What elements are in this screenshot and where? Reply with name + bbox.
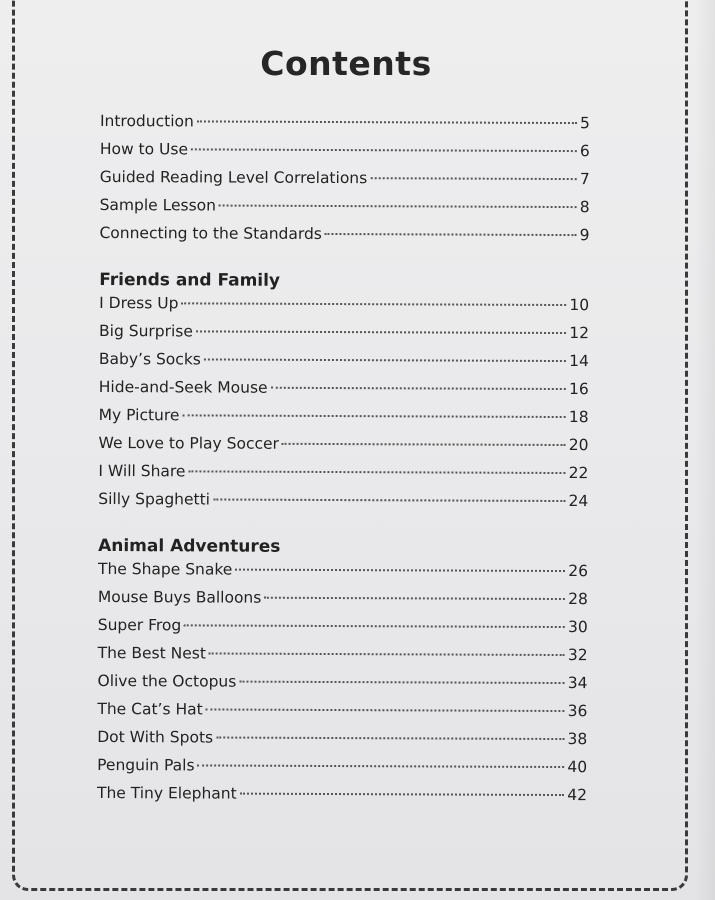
entry-label: Hide-and-Seek Mouse bbox=[98, 377, 268, 397]
entry-page: 14 bbox=[569, 352, 589, 371]
toc-entry[interactable] bbox=[98, 616, 588, 646]
entry-page: 22 bbox=[568, 464, 589, 483]
dot-leader bbox=[188, 469, 565, 474]
dot-leader bbox=[198, 763, 565, 768]
entry-page: 20 bbox=[568, 436, 589, 455]
entry-page: 12 bbox=[569, 324, 590, 343]
toc-entry[interactable] bbox=[100, 196, 590, 226]
toc-entry[interactable] bbox=[97, 756, 587, 786]
dot-leader bbox=[204, 357, 566, 362]
entry-page: 5 bbox=[580, 114, 590, 133]
page-edge-shadow bbox=[695, 0, 715, 900]
entry-page: 36 bbox=[567, 702, 588, 721]
entry-label: How to Use bbox=[99, 139, 189, 159]
toc-entry[interactable] bbox=[99, 378, 589, 408]
dot-leader bbox=[216, 736, 564, 741]
section-heading: Animal Adventures bbox=[98, 535, 281, 557]
dot-leader bbox=[219, 204, 577, 209]
dot-leader bbox=[191, 147, 577, 152]
dot-leader bbox=[370, 176, 577, 180]
toc-entry[interactable] bbox=[97, 728, 587, 758]
entry-label: Sample Lesson bbox=[99, 195, 217, 215]
entry-label: Silly Spaghetti bbox=[98, 489, 211, 509]
dot-leader bbox=[182, 413, 565, 418]
toc-entry[interactable] bbox=[99, 224, 589, 254]
entry-label: Connecting to the Standards bbox=[99, 223, 322, 243]
dot-leader bbox=[209, 651, 565, 656]
entry-page: 6 bbox=[579, 142, 590, 161]
entry-page: 18 bbox=[568, 408, 589, 427]
entry-label: I Dress Up bbox=[99, 293, 179, 313]
dot-leader bbox=[196, 329, 566, 334]
dot-leader bbox=[197, 119, 577, 124]
entry-label: My Picture bbox=[98, 405, 180, 425]
dot-leader bbox=[206, 707, 565, 712]
entry-label: I Will Share bbox=[98, 461, 186, 481]
toc-entry[interactable] bbox=[98, 644, 588, 674]
entry-label: The Cat’s Hat bbox=[97, 699, 203, 719]
dot-leader bbox=[181, 301, 566, 306]
entry-page: 40 bbox=[567, 758, 588, 777]
section-friends-and-family bbox=[98, 266, 589, 520]
dot-leader bbox=[239, 680, 564, 684]
toc-entry[interactable] bbox=[100, 168, 590, 198]
toc-entry[interactable] bbox=[99, 350, 589, 380]
toc-entry[interactable] bbox=[98, 560, 588, 590]
dot-leader bbox=[271, 386, 566, 390]
entry-page: 7 bbox=[579, 170, 590, 189]
entry-label: We Love to Play Soccer bbox=[98, 433, 279, 453]
entry-label: Dot With Spots bbox=[97, 727, 214, 747]
entry-page: 42 bbox=[567, 786, 588, 805]
entry-page: 8 bbox=[579, 198, 590, 217]
table-of-contents bbox=[97, 112, 590, 814]
toc-entry[interactable] bbox=[99, 322, 589, 352]
toc-entry[interactable] bbox=[97, 672, 587, 702]
toc-entry[interactable] bbox=[99, 406, 589, 436]
toc-entry[interactable] bbox=[100, 140, 590, 170]
entry-page: 16 bbox=[569, 380, 589, 399]
toc-entry[interactable] bbox=[100, 112, 590, 142]
toc-entry[interactable] bbox=[98, 490, 588, 520]
entry-page: 26 bbox=[568, 562, 589, 581]
dot-leader bbox=[240, 792, 565, 796]
entry-label: Introduction bbox=[99, 112, 194, 131]
entry-page: 10 bbox=[569, 296, 590, 315]
entry-label: Mouse Buys Balloons bbox=[97, 587, 262, 607]
toc-entry[interactable] bbox=[97, 784, 587, 814]
entry-page: 32 bbox=[567, 646, 588, 665]
entry-page: 30 bbox=[567, 618, 588, 637]
toc-entry[interactable] bbox=[97, 700, 587, 730]
entry-page: 34 bbox=[567, 674, 588, 693]
entry-label: Olive the Octopus bbox=[97, 671, 237, 691]
dot-leader bbox=[235, 568, 565, 572]
entry-label: Penguin Pals bbox=[97, 755, 195, 775]
toc-entry[interactable] bbox=[98, 462, 588, 492]
entry-page: 28 bbox=[568, 590, 588, 609]
entry-label: Guided Reading Level Correlations bbox=[99, 167, 368, 188]
section-heading: Friends and Family bbox=[99, 269, 281, 291]
dot-leader bbox=[325, 232, 577, 236]
dot-leader bbox=[282, 442, 566, 446]
entry-label: Big Surprise bbox=[99, 321, 193, 341]
toc-entry[interactable] bbox=[98, 588, 588, 618]
dot-leader bbox=[213, 497, 566, 502]
section-animal-adventures bbox=[97, 532, 588, 814]
toc-entry[interactable] bbox=[99, 294, 589, 324]
dot-leader bbox=[184, 623, 565, 628]
entry-page: 38 bbox=[567, 730, 588, 749]
front-matter-list bbox=[99, 112, 590, 254]
entry-page: 24 bbox=[568, 492, 589, 511]
entry-label: Super Frog bbox=[97, 615, 182, 635]
toc-entry[interactable] bbox=[98, 434, 588, 464]
entry-label: Baby’s Socks bbox=[98, 349, 201, 369]
entry-label: The Best Nest bbox=[97, 643, 206, 663]
dot-leader bbox=[264, 596, 565, 600]
entry-label: The Shape Snake bbox=[97, 559, 233, 579]
page-title: Contents bbox=[260, 44, 432, 83]
entry-label: The Tiny Elephant bbox=[96, 783, 237, 803]
entry-page: 9 bbox=[579, 226, 590, 245]
